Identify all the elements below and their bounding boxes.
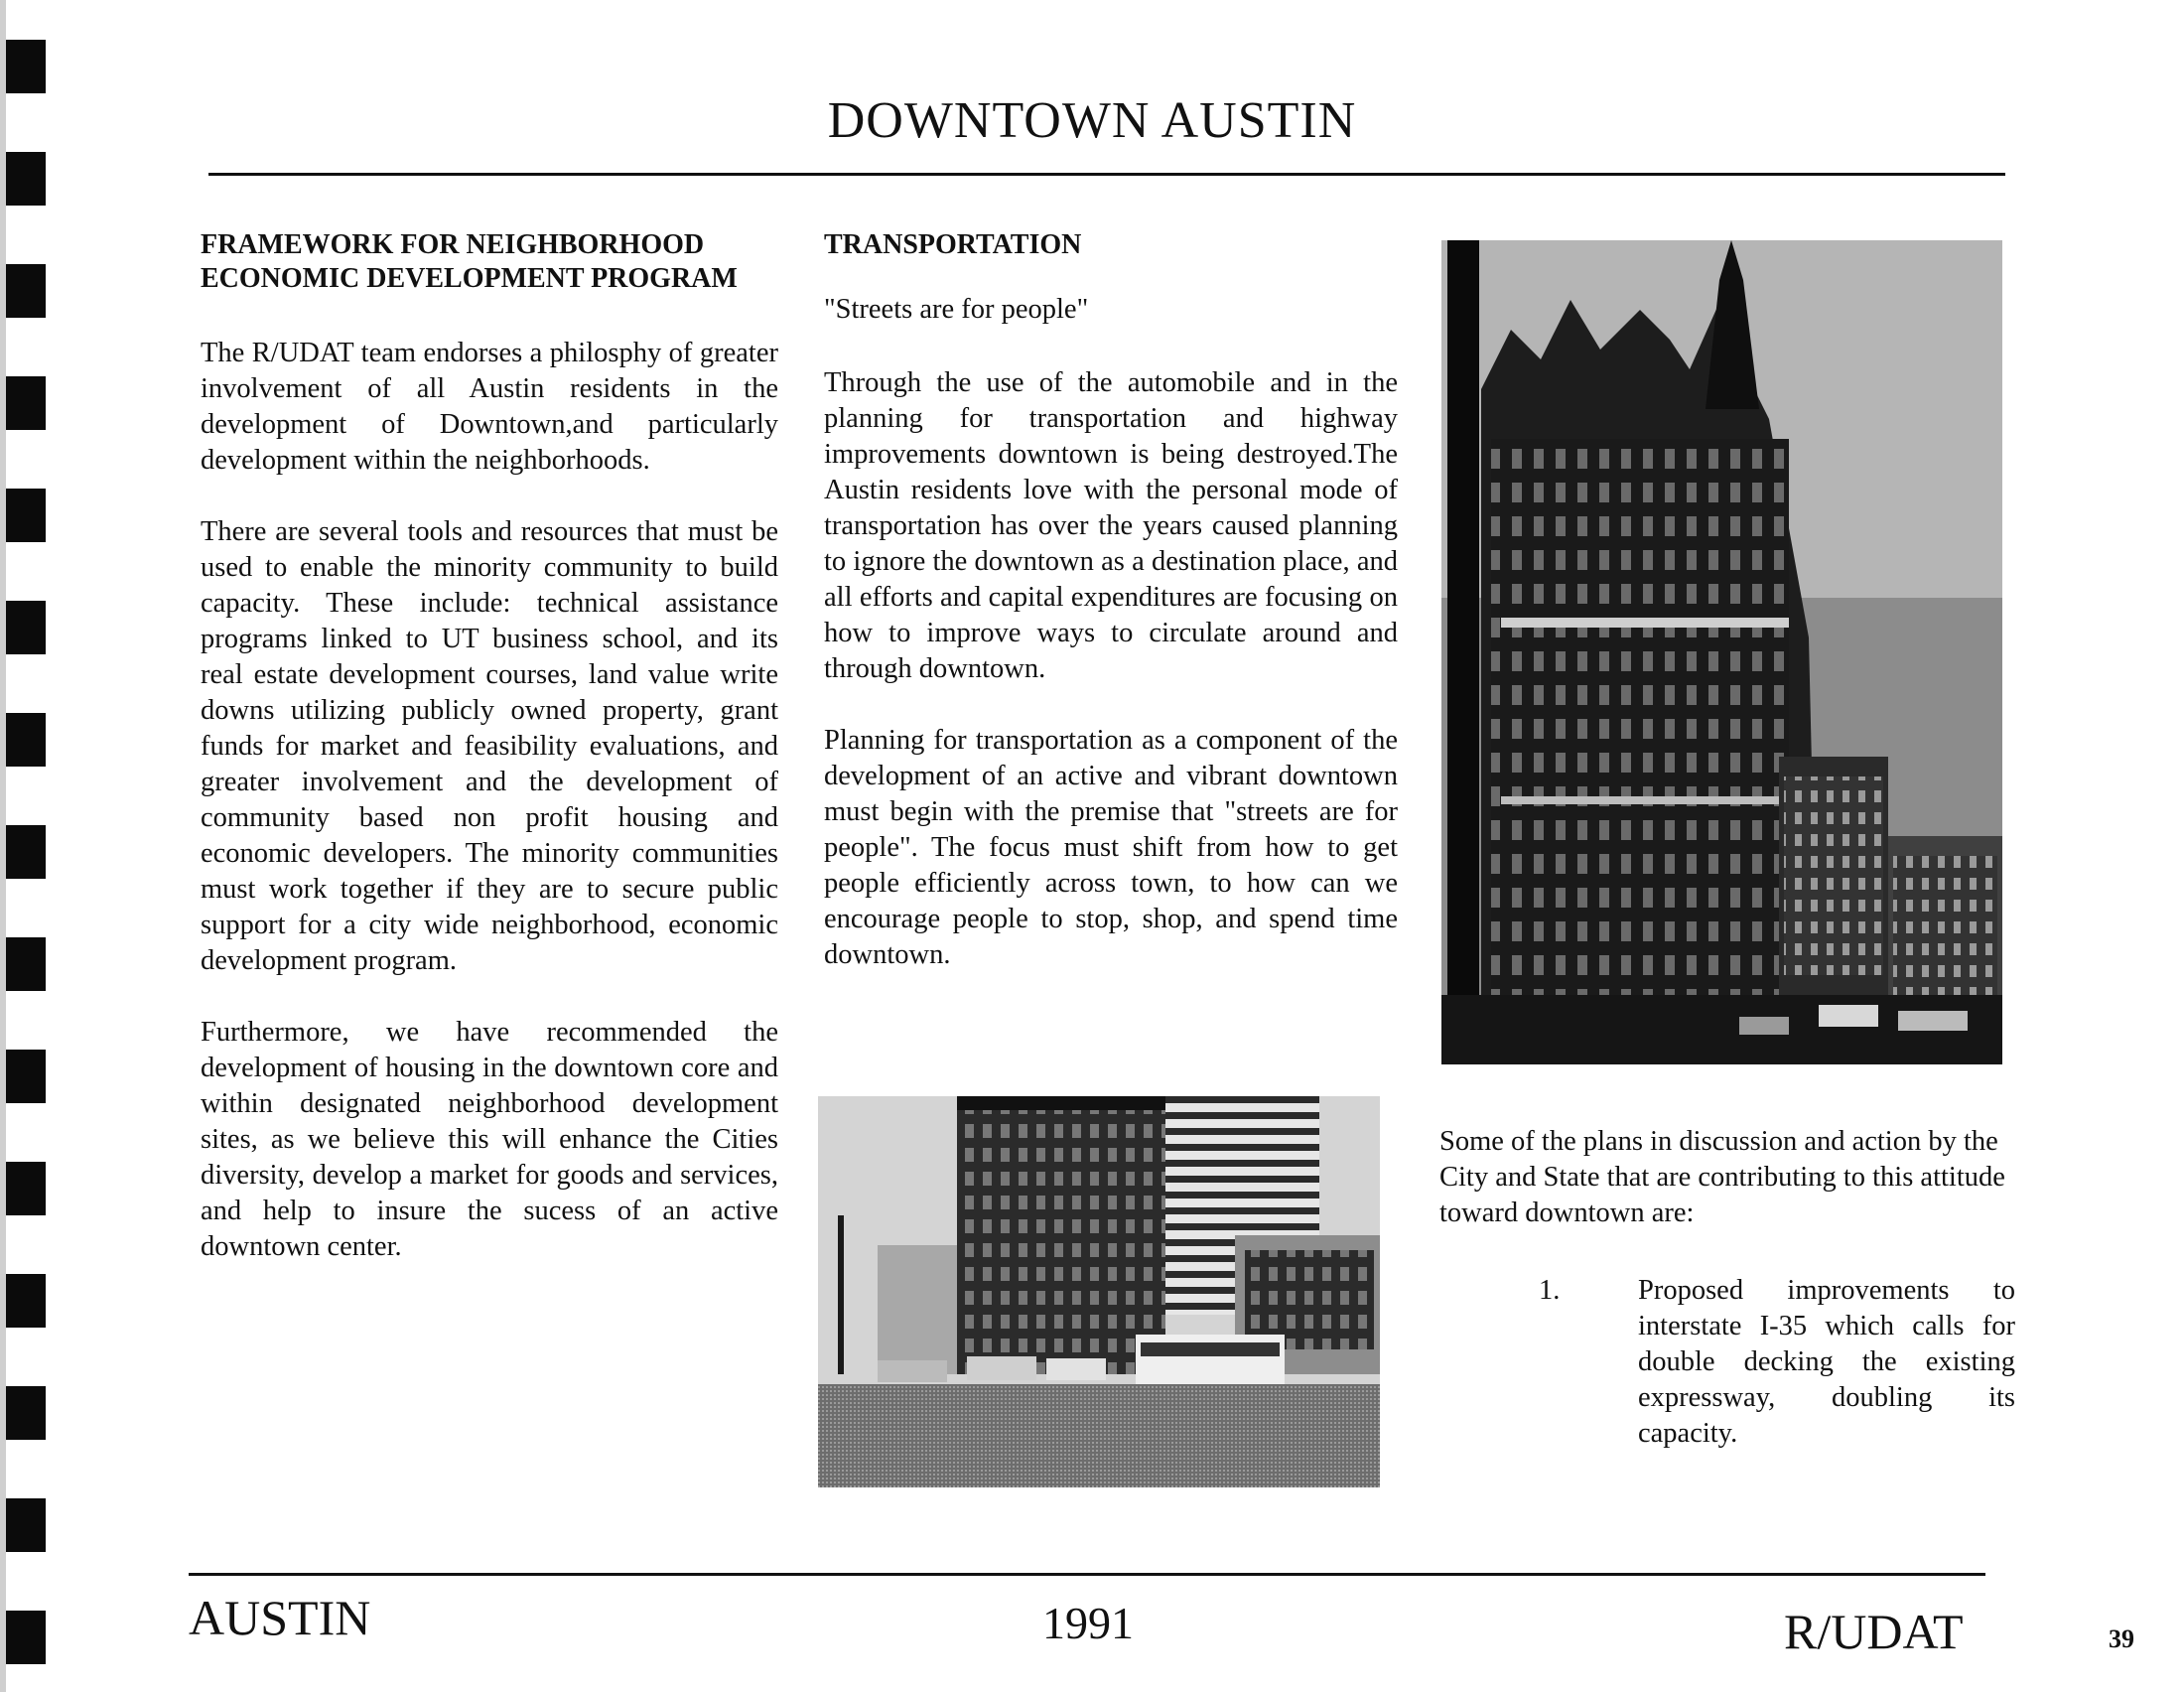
spiral-binding [0,0,60,1692]
heading-line-1: FRAMEWORK FOR NEIGHBORHOOD [201,229,705,260]
right-column [1439,1124,2015,1452]
binding-hole [6,825,46,879]
binding-hole [6,601,46,654]
paragraph: The R/UDAT team endorses a philosphy of greater involvement of all Austin residents in the development of Downtown,and particularly development within the neighborhoods. [201,338,778,476]
footer-city: AUSTIN [189,1590,371,1645]
footer-rule [189,1573,1985,1576]
binding-hole [6,40,46,93]
paragraph: Furthermore, we have recommended the development of housing in the downtown core and within designated neighborhood development sites, as we believe this will enhance the Cities diversity, develop a market for goods and services, and help to insure the sucess of an active downtown center. [201,1017,778,1262]
binding-hole [6,1611,46,1664]
footer-org: R/UDAT [1784,1604,1964,1659]
header-rule [208,173,2005,176]
paragraph: Through the use of the automobile and in the planning for transportation and highway improvements downtown is being destroyed.The Austin residents love with the personal mode of transportation has over the years caused planning to ignore the downtown as a destination place, and all efforts and capital expenditures are focusing on how to improve ways to circulate around and through downtown. [824,367,1398,684]
footer-year: 1991 [1042,1598,1134,1648]
list-item [1439,1273,2015,1452]
paragraph: There are several tools and resources that must be used to enable the minority community to build capacity. These include: technical assistance programs linked to UT business school, and its real estate development courses, land value write downs utilizing publicly owned property, grant funds for market and feasibility evaluations, and greater involvement and the development of community based non profit housing and economic developers. The minority communities must work together if they are to secure public support for a city wide neighborhood, economic development program. [201,516,778,976]
binding-hole [6,1274,46,1328]
intro-paragraph: Some of the plans in discussion and action by the City and State that are contributing to this attitude toward downtown are: [1439,1126,2005,1228]
heading-line-2: ECONOMIC DEVELOPMENT PROGRAM [201,263,738,294]
transportation-heading: TRANSPORTATION [824,229,1082,260]
binding-hole [6,937,46,991]
middle-column [824,228,1398,1009]
binding-hole [6,1050,46,1103]
binding-hole [6,1498,46,1552]
binding-hole [6,1162,46,1215]
street-photo-art [818,1096,1380,1487]
left-column [201,228,778,1301]
building-photo [1441,240,2002,1064]
page-title: DOWNTOWN AUSTIN [827,92,1357,149]
binding-hole [6,713,46,767]
building-photo-art [1441,240,2002,1064]
list-number: 1. [1539,1275,1561,1306]
paragraph: Planning for transportation as a component of the development of an active and vibrant downtown must begin with the premise that "streets are for people". The focus must shift from how to get people efficiently across town, to how can we encourage people to stop, shop, and spend time downtown. [824,725,1398,970]
binding-hole [6,489,46,542]
street-photo [818,1096,1380,1487]
binding-hole [6,376,46,430]
page-number: 39 [2109,1624,2134,1653]
list-text: Proposed improvements to interstate I-35 which calls for double decking the existing expressway, doubling its capacity. [1638,1275,2015,1449]
left-column-heading [201,228,778,296]
quote: "Streets are for people" [824,294,1089,325]
binding-hole [6,152,46,206]
binding-hole [6,1386,46,1440]
binding-hole [6,264,46,318]
